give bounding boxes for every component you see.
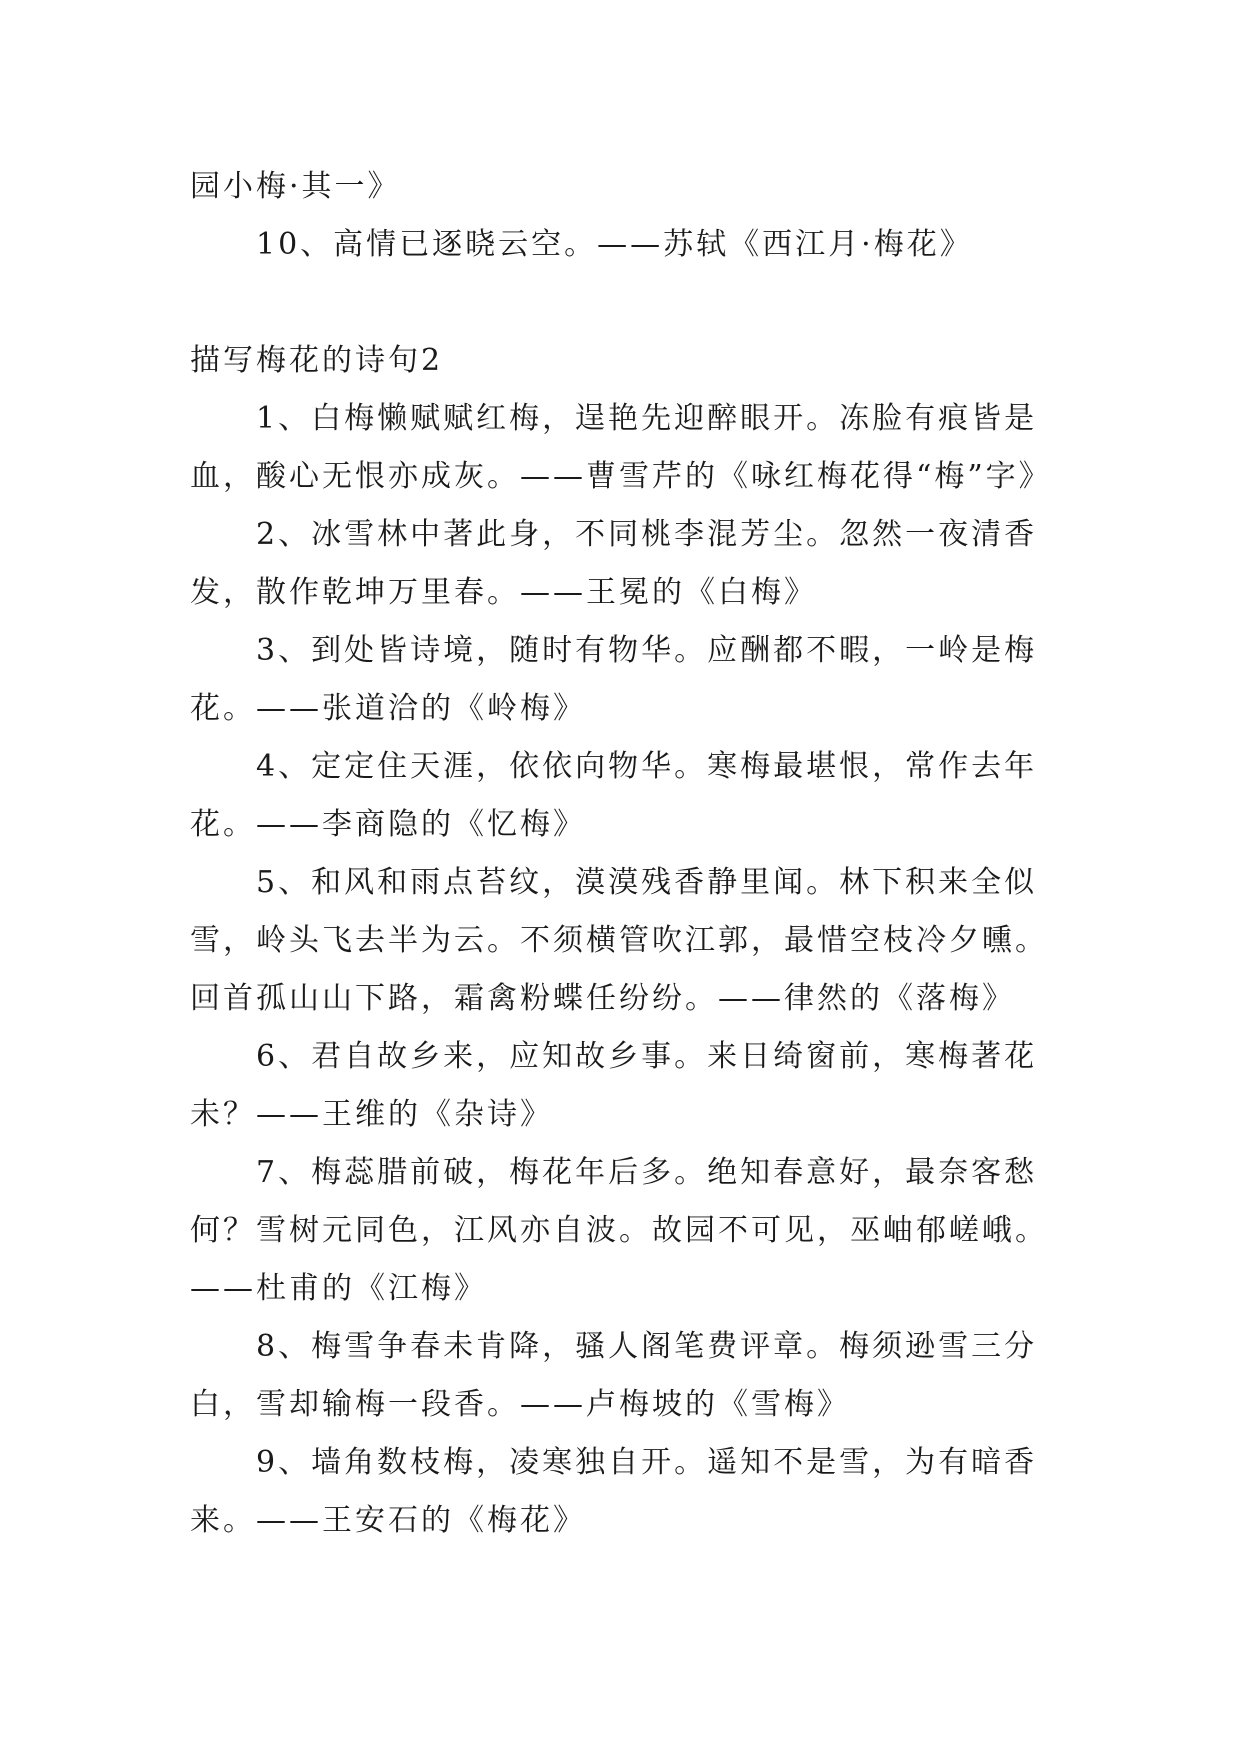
poem-line: 7、梅蕊腊前破，梅花年后多。绝知春意好，最奈客愁: [256, 1155, 1038, 1190]
poem-entry: [190, 1144, 1060, 1318]
poem-entry: [190, 738, 1060, 854]
poem-entry: [190, 390, 1060, 506]
poem-line: 何？雪树元同色，江风亦自波。故园不可见，巫岫郁嵯峨。: [190, 1213, 1048, 1248]
poem-line: 8、梅雪争春未肯降，骚人阁笔费评章。梅须逊雪三分: [256, 1329, 1038, 1364]
poem-entry: [190, 854, 1060, 1028]
poem-line: 回首孤山山下路，霜禽粉蝶任纷纷。——律然的《落梅》: [190, 981, 1015, 1016]
poem-entry: [190, 1434, 1060, 1550]
poem-line: 10、高情已逐晓云空。——苏轼《西江月·梅花》: [256, 227, 973, 262]
poem-line: 4、定定住天涯，依依向物华。寒梅最堪恨，常作去年: [256, 749, 1038, 784]
poem-line: 1、白梅懒赋赋红梅，逞艳先迎醉眼开。冻脸有痕皆是: [256, 401, 1038, 436]
poem-line: 来。——王安石的《梅花》: [190, 1503, 586, 1538]
section-title: 描写梅花的诗句2: [190, 343, 444, 378]
poem-line: 白，雪却输梅一段香。——卢梅坡的《雪梅》: [190, 1387, 850, 1422]
section-gap: [190, 274, 1060, 332]
poem-entry: [190, 1318, 1060, 1434]
poem-line: 花。——张道洽的《岭梅》: [190, 691, 586, 726]
document-body: [190, 158, 1060, 1550]
poem-entry: [190, 1028, 1060, 1144]
poem-line: 血，酸心无恨亦成灰。——曹雪芹的《咏红梅花得“梅”字》: [190, 459, 1052, 494]
poem-line: 发，散作乾坤万里春。——王冕的《白梅》: [190, 575, 817, 610]
poem-line: 3、到处皆诗境，随时有物华。应酬都不暇，一岭是梅: [256, 633, 1038, 668]
continued-line: 园小梅·其一》: [190, 169, 401, 204]
poem-line: 雪，岭头飞去半为云。不须横管吹江郭，最惜空枝冷夕曛。: [190, 923, 1048, 958]
poem-line: 5、和风和雨点苔纹，漠漠残香静里闻。林下积来全似: [256, 865, 1038, 900]
poem-entry: [190, 622, 1060, 738]
poem-line: 9、墙角数枝梅，凌寒独自开。遥知不是雪，为有暗香: [256, 1445, 1038, 1480]
poem-line: ——杜甫的《江梅》: [190, 1271, 487, 1306]
poem-line: 2、冰雪林中著此身，不同桃李混芳尘。忽然一夜清香: [256, 517, 1038, 552]
poem-entry: [190, 506, 1060, 622]
poem-line: 未？——王维的《杂诗》: [190, 1097, 553, 1132]
poem-line: 花。——李商隐的《忆梅》: [190, 807, 586, 842]
poem-line: 6、君自故乡来，应知故乡事。来日绮窗前，寒梅著花: [256, 1039, 1038, 1074]
